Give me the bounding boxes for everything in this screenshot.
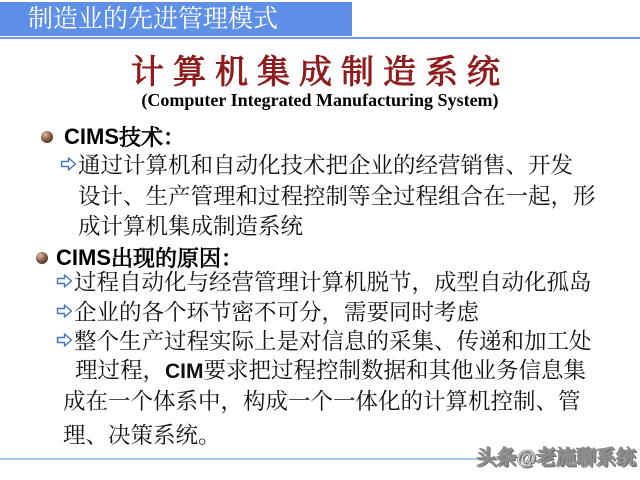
block-arrow-right-icon (60, 156, 77, 172)
list-item-continuation: 成计算机集成制造系统 (78, 214, 304, 239)
list-item-continuation: 设计、生产管理和过程控制等全过程组合在一起，形 (78, 184, 596, 209)
list-item-text: 企业的各个环节密不可分，需要同时考虑 (74, 300, 480, 325)
bullet-heading-cims-tech (41, 121, 185, 152)
header-divider (0, 37, 640, 39)
heading-text-en: CIMS (64, 123, 119, 149)
footer-divider (0, 458, 492, 460)
header-bar (0, 2, 352, 36)
heading-text-zh: 出现的原因： (111, 246, 244, 271)
list-item-text: 通过计算机和自动化技术把企业的经营销售、开发 (78, 153, 574, 178)
list-item (60, 152, 573, 179)
page-subtitle: (Computer Integrated Manufacturing System) (141, 90, 499, 110)
list-item-continuation: 理、决策系统。 (63, 423, 221, 448)
heading-text-zh: 技术： (119, 125, 186, 150)
watermark: 头条@老施聊系统 (476, 447, 636, 469)
list-item-continuation (75, 357, 586, 385)
header-bar-title: 制造业的先进管理模式 (28, 5, 279, 33)
list-item-continuation: 成在一个体系中，构成一个一体化的计算机控制、管 (63, 389, 581, 414)
list-item (56, 299, 479, 326)
list-item (56, 328, 592, 355)
list-item-text: 过程自动化与经营管理计算机脱节，成型自动化孤岛 (74, 270, 592, 295)
sphere-bullet-icon (36, 252, 48, 264)
text-run: 要求把过程控制数据和其他业务信息集 (203, 358, 587, 383)
list-item (56, 269, 592, 296)
heading-text-en: CIMS (56, 244, 111, 270)
list-item-text: 整个生产过程实际上是对信息的采集、传递和加工处 (74, 329, 592, 354)
block-arrow-right-icon (56, 273, 73, 289)
page-title: 计算机集成制造系统 (131, 52, 509, 91)
text-run-bold: CIM (165, 360, 204, 383)
block-arrow-right-icon (56, 332, 73, 348)
text-run: 理过程， (75, 358, 166, 383)
sphere-bullet-icon (41, 131, 53, 143)
block-arrow-right-icon (56, 303, 73, 319)
